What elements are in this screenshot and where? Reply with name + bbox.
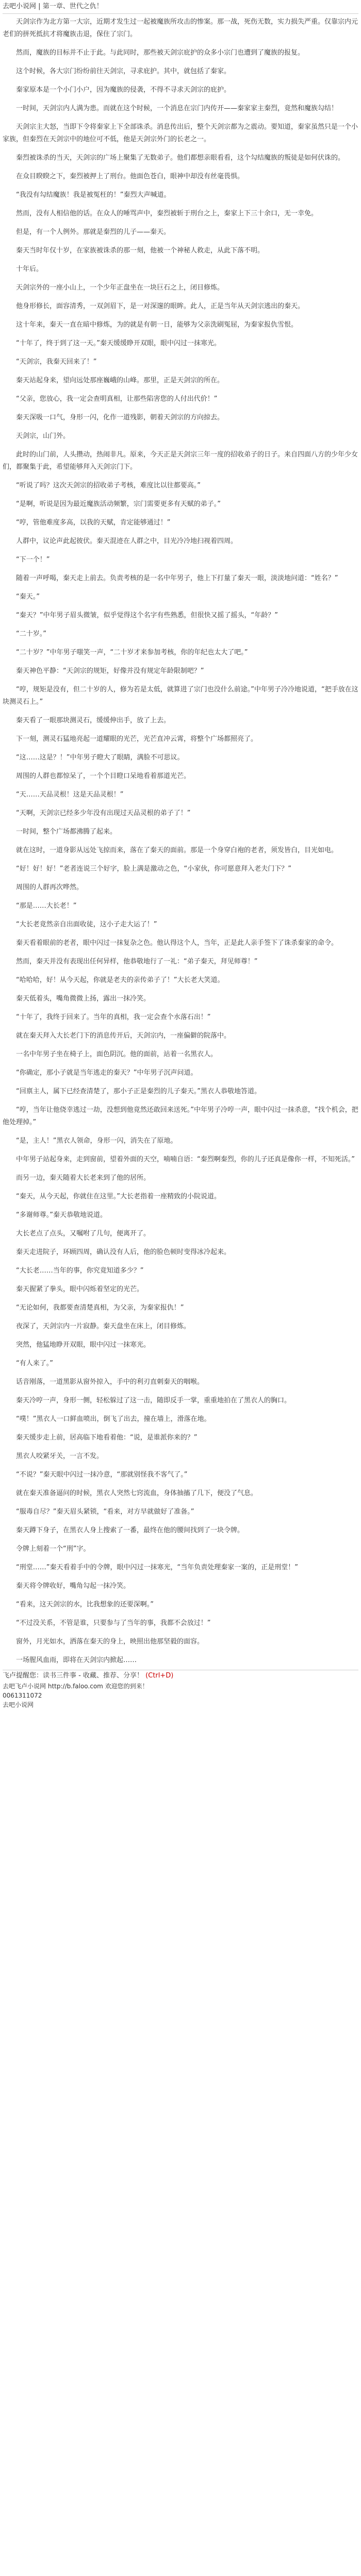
paragraph-gap — [3, 1042, 358, 1048]
paragraph-gap — [3, 331, 358, 337]
paragraph-gap — [3, 1537, 358, 1543]
paragraph-gap — [3, 1147, 358, 1154]
site-info-line — [3, 1682, 358, 1691]
chapter-paragraph: 秦天将令牌收好，嘴角勾起一抹冷笑。 — [16, 1582, 130, 1590]
chapter-paragraph: “天剑宗，我秦天回来了！” — [16, 358, 97, 366]
paragraph-gap — [3, 1481, 358, 1487]
chapter-paragraph: “好！好！好！”老者连说三个好字，脸上满是激动之色，“小家伙，你可愿意拜入老夫门下？” — [16, 865, 291, 873]
header-separator: | — [38, 3, 41, 10]
chapter-paragraph: “大长老竟然亲自出面收徒，这小子走大运了！” — [16, 921, 157, 928]
chapter-paragraph: 这个时候，各大宗门纷纷前往天剑宗，寻求庇护。其中，就包括了秦家。 — [16, 67, 231, 75]
chapter-paragraph: 窗外，月光如水，洒落在秦天的身上，映照出他那坚毅的面容。 — [16, 1638, 204, 1646]
chapter-paragraph: “哈哈哈，好！从今天起，你就是老夫的亲传弟子了！”大长老大笑道。 — [16, 976, 224, 984]
chapter-paragraph: 下一刻，测灵石猛地亮起一道耀眼的光芒，光芒直冲云霄，将整个广场都照亮了。 — [16, 735, 258, 743]
chapter-paragraph: 然而，魔族的目标并不止于此。与此同时，那些被天剑宗庇护的众多小宗门也遭到了魔族的报复。 — [16, 49, 305, 57]
chapter-paragraph: “秦天？”中年男子眉头微皱，似乎觉得这个名字有些熟悉，但很快又摇了摇头，“年龄？” — [16, 612, 278, 619]
reading-tip-text: 飞卢提醒您：读书三件事 - 收藏、推荐、分享！ — [3, 1672, 143, 1680]
chapter-paragraph: 秦天当时年仅十岁，在家族被诛杀的那一刻，他被一个神秘人救走，从此下落不明。 — [16, 247, 265, 255]
paragraph-gap — [3, 96, 358, 103]
paragraph-gap — [3, 183, 358, 189]
chapter-paragraph: 在众目睽睽之下，秦烈被押上了刑台。他面色苍白，眼神中却没有丝毫畏惧。 — [16, 173, 244, 180]
paragraph-gap — [3, 424, 358, 430]
paragraph-gap — [3, 585, 358, 591]
chapter-paragraph: 人群中，议论声此起彼伏。秦天混迹在人群之中，目光冷冷地扫视着四周。 — [16, 537, 238, 545]
reading-tip — [3, 1670, 358, 1682]
chapter-paragraph: “回禀主人，属下已经查清楚了，那小子正是秦烈的儿子秦天。”黑衣人恭敬地答道。 — [16, 1088, 261, 1095]
chapter-paragraph: 话音刚落，一道黑影从窗外掠入，手中的利刃直刺秦天的咽喉。 — [16, 1378, 204, 1386]
chapter-paragraph: 秦天看着眼前的老者，眼中闪过一抹复杂之色。他认得这个人，当年，正是此人亲手签下了诛杀秦家的命令。 — [16, 939, 338, 947]
chapter-paragraph: 秦天看了一眼那块测灵石，缓缓伸出手，放了上去。 — [16, 717, 171, 724]
chapter-paragraph: 而另一边，秦天随着大长老来到了他的居所。 — [16, 1174, 151, 1182]
chapter-paragraph: “十年了，我终于回来了。当年的真相，我一定会查个水落石出！” — [16, 1013, 211, 1021]
paragraph-gap — [3, 1314, 358, 1320]
chapter-paragraph: “服毒自尽？”秦天眉头紧锁，“看来，对方早就做好了准备。” — [16, 1508, 194, 1516]
paragraph-gap — [3, 987, 358, 993]
site-url-link[interactable]: http://b.faloo.com — [47, 1683, 103, 1690]
chapter-paragraph: “天啊，天剑宗已经多少年没有出现过天品灵根的弟子了！” — [16, 809, 191, 817]
paragraph-gap — [3, 368, 358, 375]
chapter-paragraph: 秦天握紧了拳头，眼中闪烁着坚定的光芒。 — [16, 1285, 144, 1293]
chapter-paragraph: 令牌上刻着一个“刑”字。 — [16, 1545, 90, 1553]
chapter-paragraph: “二十岁？”中年男子嗤笑一声，“二十岁才来参加考核，你的年纪也太大了吧。” — [16, 649, 248, 656]
paragraph-gap — [3, 276, 358, 282]
paragraph-gap — [3, 838, 358, 844]
paragraph-gap — [3, 857, 358, 863]
paragraph-gap — [3, 1296, 358, 1302]
paragraph-gap — [3, 492, 358, 498]
bookmark-shortcut[interactable]: (Ctrl+D) — [145, 1672, 174, 1680]
chapter-paragraph: 他身形修长，面容清秀，一双剑眉下，是一对深邃的眼眸。此人，正是当年从天剑宗逃出的秦天。 — [16, 302, 305, 310]
paragraph-gap — [3, 1592, 358, 1599]
chapter-paragraph: “我没有勾结魔族！我是被冤枉的！”秦烈大声喊道。 — [16, 191, 171, 199]
chapter-paragraph: “那是……大长老！” — [16, 902, 77, 910]
chapter-paragraph: “听说了吗？这次天剑宗的招收弟子考核，难度比以往都要高。” — [16, 482, 201, 489]
paragraph-gap — [3, 783, 358, 789]
chapter-paragraph: 天剑宗，山门外。 — [16, 432, 70, 440]
footer-brand-link[interactable]: 去吧小说网 — [3, 1701, 34, 1708]
paragraph-gap — [3, 1574, 358, 1580]
chapter-paragraph: 就在这时，一道身影从远处飞掠而来，落在了秦天的面前。那是一个身穿白袍的老者，须发皆白，目光如电。 — [16, 846, 338, 854]
chapter-paragraph: “这……这是？！”中年男子瞪大了眼睛，满脸不可思议。 — [16, 754, 184, 761]
paragraph-gap — [3, 257, 358, 263]
chapter-title: 第一章、世代之仇！ — [42, 3, 103, 10]
paragraph-gap — [3, 1426, 358, 1432]
chapter-paragraph: “刑堂……”秦天看着手中的令牌，眼中闪过一抹寒光，“当年负责处理秦家一案的，正是刑堂！” — [16, 1564, 298, 1571]
paragraph-gap — [3, 708, 358, 715]
paragraph-gap — [3, 294, 358, 300]
paragraph-gap — [3, 146, 358, 152]
paragraph-gap — [3, 1024, 358, 1030]
chapter-paragraph: “天……天品灵根！这是天品灵根！” — [16, 791, 124, 799]
chapter-paragraph: “哼，管他难度多高，以我的天赋，肯定能够通过！” — [16, 519, 171, 527]
chapter-paragraph: “哼，规矩是没有，但二十岁的人，修为若是太低，就算进了宗门也没什么前途。”中年男子冷冷地说道，“把手放在这块测灵石上。” — [3, 686, 358, 706]
paragraph-gap — [3, 603, 358, 609]
paragraph-gap — [3, 875, 358, 882]
paragraph-gap — [3, 1500, 358, 1506]
chapter-content — [3, 14, 358, 1667]
paragraph-gap — [3, 78, 358, 84]
paragraph-gap — [3, 894, 358, 900]
paragraph-gap — [3, 387, 358, 393]
paragraph-gap — [3, 1333, 358, 1339]
paragraph-gap — [3, 1611, 358, 1617]
chapter-paragraph: 秦天走进院子，环顾四周，确认没有人后，他的脸色顿时变得冰冷起来。 — [16, 1248, 231, 1256]
paragraph-gap — [3, 745, 358, 752]
chapter-paragraph: 大长老点了点头，又嘱咐了几句，便离开了。 — [16, 1230, 151, 1238]
chapter-paragraph: 突然，他猛地睁开双眼，眼中闪过一抹寒光。 — [16, 1341, 151, 1349]
paragraph-gap — [3, 350, 358, 356]
chapter-paragraph: “是啊，听说是因为最近魔族活动频繁，宗门需要更多有天赋的弟子。” — [16, 500, 221, 508]
paragraph-gap — [3, 640, 358, 647]
chapter-paragraph: 周围的人群也都惊呆了，一个个目瞪口呆地看着那道光芒。 — [16, 772, 191, 780]
paragraph-gap — [3, 968, 358, 974]
paragraph-gap — [3, 820, 358, 826]
chapter-paragraph: 天剑宗外的一座小山上，一个少年正盘坐在一块巨石之上，闭目修炼。 — [16, 284, 224, 292]
chapter-paragraph: “大长老……当年的事，你究竟知道多少？” — [16, 1267, 144, 1275]
paragraph-gap — [3, 1184, 358, 1191]
paragraph-gap — [3, 1277, 358, 1283]
paragraph-gap — [3, 764, 358, 770]
chapter-paragraph: 秦天站起身来，望向远处那座巍峨的山峰。那里，正是天剑宗的所在。 — [16, 377, 224, 384]
paragraph-gap — [3, 511, 358, 517]
paragraph-gap — [3, 1463, 358, 1469]
paragraph-gap — [3, 1005, 358, 1011]
chapter-paragraph: “十年了，终于到了这一天。”秦天缓缓睁开双眼，眼中闪过一抹寒光。 — [16, 340, 221, 347]
paragraph-gap — [3, 1518, 358, 1524]
paragraph-gap — [3, 677, 358, 684]
paragraph-gap — [3, 164, 358, 171]
chapter-paragraph: “无论如何，我都要查清楚真相，为父亲，为秦家报仇！” — [16, 1304, 184, 1312]
book-id: 0061311072 — [3, 1692, 42, 1699]
paragraph-gap — [3, 1444, 358, 1450]
paragraph-gap — [3, 727, 358, 733]
chapter-paragraph: 夜深了，天剑宗内一片寂静。秦天盘坐在床上，闭目修炼。 — [16, 1323, 191, 1330]
chapter-paragraph: 一场腥风血雨，即将在天剑宗内掀起…… — [16, 1656, 137, 1664]
site-info-prefix: 去吧飞卢小说网 — [3, 1683, 46, 1690]
chapter-paragraph: 然而，秦天并没有表现出任何异样，他恭敬地行了一礼：“弟子秦天，拜见师尊！” — [16, 958, 258, 965]
chapter-paragraph: “有人来了。” — [16, 1360, 53, 1367]
chapter-paragraph: 但是，有一个人例外。那就是秦烈的儿子——秦天。 — [16, 228, 171, 236]
chapter-paragraph: “父亲，您放心，我一定会查明真相，让那些陷害您的人付出代价！” — [16, 395, 218, 403]
paragraph-gap — [3, 622, 358, 628]
paragraph-gap — [3, 443, 358, 449]
chapter-paragraph: 此时的山门前，人头攒动，热闹非凡。原来，今天正是天剑宗三年一度的招收弟子的日子。来自四面八方的少年少女们，都聚集于此，希望能够拜入天剑宗门下。 — [3, 451, 358, 471]
paragraph-gap — [3, 1098, 358, 1104]
paragraph-gap — [3, 1203, 358, 1209]
paragraph-gap — [3, 1166, 358, 1172]
site-info-suffix: 欢迎您的到来！ — [105, 1683, 149, 1690]
chapter-paragraph: 一时间，整个广场都沸腾了起来。 — [16, 828, 117, 836]
paragraph-gap — [3, 405, 358, 412]
chapter-paragraph: 一时间，天剑宗内人满为患。而就在这个时候，一个消息在宗门内传开——秦家家主秦烈，竟然和魔族勾结！ — [16, 105, 338, 112]
paragraph-gap — [3, 1129, 358, 1135]
chapter-paragraph: 就在秦天拜入大长老门下的消息传开后，天剑宗内，一座偏僻的院落中。 — [16, 1032, 231, 1040]
paragraph-gap — [3, 239, 358, 245]
paragraph-gap — [3, 473, 358, 480]
chapter-paragraph: “是，主人！”黑衣人领命，身形一闪，消失在了原地。 — [16, 1137, 177, 1145]
chapter-paragraph: 这十年来，秦天一直在暗中修炼，为的就是有朝一日，能够为父亲洗刷冤屈，为秦家报仇雪恨。 — [16, 321, 298, 329]
paragraph-gap — [3, 1407, 358, 1413]
chapter-paragraph: 秦家原本是一个小门小户，因为魔族的侵袭，不得不寻求天剑宗的庇护。 — [16, 86, 231, 94]
paragraph-gap — [3, 548, 358, 554]
paragraph-gap — [3, 801, 358, 807]
chapter-paragraph: 秦天冷哼一声，身形一侧，轻松躲过了这一击，随即反手一掌，重重地拍在了黑衣人的胸口。 — [16, 1397, 291, 1404]
chapter-paragraph: 天剑宗作为北方第一大宗，近期才发生过一起被魔族所攻击的惨案。那一战，死伤无数，实力损失严重。仅靠宗内元老们的拼死抵抗才将魔族击退，保住了宗门。 — [3, 18, 358, 38]
chapter-paragraph: “看来，这天剑宗的水，比我想象的还要深啊。” — [16, 1601, 154, 1608]
chapter-paragraph: 黑衣人咬紧牙关，一言不发。 — [16, 1452, 104, 1460]
chapter-paragraph: 随着一声呼喝，秦天走上前去。负责考核的是一名中年男子，他上下打量了秦天一眼，淡淡地问道：“姓名？” — [16, 574, 338, 582]
chapter-paragraph: “二十岁。” — [16, 630, 46, 638]
site-name-link[interactable]: 去吧小说网 — [3, 3, 37, 10]
chapter-paragraph: 一名中年男子坐在椅子上，面色阴沉。他的面前，站着一名黑衣人。 — [16, 1050, 218, 1058]
chapter-paragraph: “你确定，那小子就是当年逃走的秦天？”中年男子沉声问道。 — [16, 1069, 198, 1077]
paragraph-gap — [3, 1222, 358, 1228]
paragraph-gap — [3, 59, 358, 65]
page-header — [3, 0, 358, 12]
chapter-paragraph: 周围的人群再次哗然。 — [16, 884, 84, 891]
chapter-paragraph: 秦天缓步走上前，居高临下地看着他：“说，是谁派你来的？” — [16, 1434, 198, 1442]
paragraph-gap — [3, 1240, 358, 1246]
paragraph-gap — [3, 201, 358, 208]
paragraph-gap — [3, 1630, 358, 1636]
chapter-paragraph: “哼，当年让他侥幸逃过一劫，没想到他竟然还敢回来送死。”中年男子冷哼一声，眼中闪过一抹杀意，“找个机会，把他处理掉。” — [3, 1106, 358, 1126]
chapter-paragraph: 秦天神色平静：“天剑宗的规矩，好像并没有规定年龄限制吧？” — [16, 667, 204, 675]
paragraph-gap — [3, 313, 358, 319]
chapter-paragraph: 秦烈被诛杀的当天，天剑宗的广场上聚集了无数弟子。他们都想亲眼看看，这个勾结魔族的叛徒是如何伏诛的。 — [16, 154, 345, 162]
paragraph-gap — [3, 1370, 358, 1376]
paragraph-gap — [3, 1648, 358, 1654]
chapter-paragraph: 中年男子站起身来，走到窗前，望着外面的天空，喃喃自语：“秦烈啊秦烈，你的儿子还真是像你一样，不知死活。” — [16, 1156, 355, 1163]
paragraph-gap — [3, 566, 358, 572]
paragraph-gap — [3, 950, 358, 956]
chapter-paragraph: 十年后。 — [16, 265, 43, 273]
chapter-paragraph: 秦天蹲下身子，在黑衣人身上搜索了一番，最终在他的腰间找到了一块令牌。 — [16, 1527, 244, 1534]
chapter-paragraph: “秦天。” — [16, 593, 40, 601]
paragraph-gap — [3, 1259, 358, 1265]
paragraph-gap — [3, 1061, 358, 1067]
chapter-paragraph: 就在秦天准备逼问的时候，黑衣人突然七窍流血，身体抽搐了几下，便没了气息。 — [16, 1489, 258, 1497]
chapter-paragraph: “噗！”黑衣人一口鲜血喷出，倒飞了出去，撞在墙上，滑落在地。 — [16, 1415, 211, 1423]
paragraph-gap — [3, 931, 358, 937]
paragraph-gap — [3, 220, 358, 226]
paragraph-gap — [3, 659, 358, 665]
chapter-paragraph: “秦天，从今天起，你就住在这里。”大长老指着一座精致的小院说道。 — [16, 1193, 221, 1200]
paragraph-gap — [3, 115, 358, 121]
chapter-paragraph: 秦天低着头，嘴角微微上扬，露出一抹冷笑。 — [16, 995, 151, 1003]
paragraph-gap — [3, 1388, 358, 1395]
paragraph-gap — [3, 529, 358, 535]
paragraph-gap — [3, 1079, 358, 1086]
chapter-paragraph: “多谢师尊。”秦天恭敬地说道。 — [16, 1211, 107, 1219]
chapter-paragraph: 然而，没有人相信他的话。在众人的唾骂声中，秦烈被斩于刑台之上，秦家上下三十余口，无一幸免。 — [16, 210, 318, 217]
chapter-paragraph: “不说？”秦天眼中闪过一抹冷意，“那就别怪我不客气了。” — [16, 1471, 188, 1479]
chapter-paragraph: 天剑宗主大怒，当即下令将秦家上下全部诛杀。消息传出后，整个天剑宗都为之震动。要知道，秦家虽然只是一个小家族，但秦烈在天剑宗中的地位可不低，他是天剑宗外门的长老之一。 — [3, 123, 358, 143]
chapter-paragraph: “下一个！” — [16, 556, 50, 564]
chapter-paragraph: “不过没关系，不管是谁，只要参与了当年的事，我都不会放过！” — [16, 1619, 211, 1627]
paragraph-gap — [3, 912, 358, 919]
paragraph-gap — [3, 1555, 358, 1562]
chapter-paragraph: 秦天深吸一口气，身形一闪，化作一道残影，朝着天剑宗的方向掠去。 — [16, 414, 224, 421]
paragraph-gap — [3, 1351, 358, 1358]
paragraph-gap — [3, 41, 358, 47]
